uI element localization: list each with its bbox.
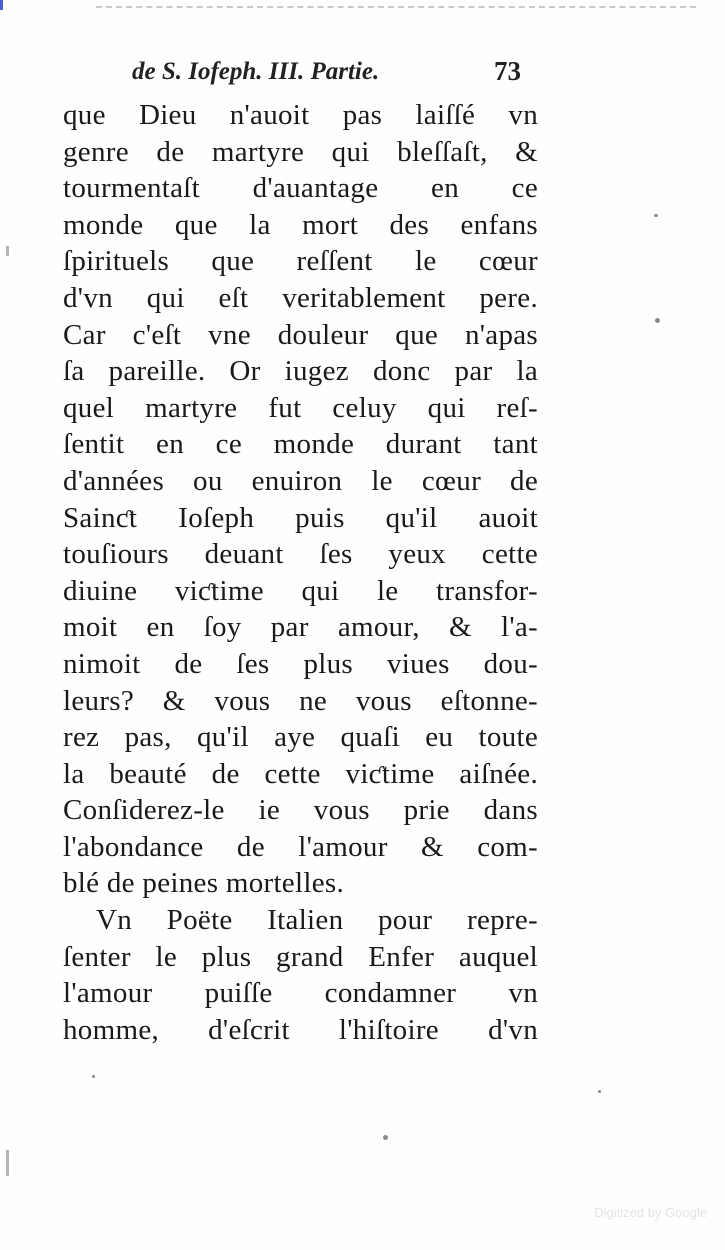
paper-speck [92, 1075, 95, 1078]
top-edge-rule [96, 6, 696, 8]
text-line: ſentit en ce monde durant tant [63, 428, 538, 461]
text-line: tourmentaſt d'auantage en ce [63, 172, 538, 205]
left-edge-mark [6, 246, 9, 256]
paper-speck [383, 1135, 388, 1140]
text-line: l'amour puiſſe condamner vn [63, 977, 538, 1010]
paragraph-1 [63, 97, 538, 902]
body-text [63, 97, 538, 1048]
text-line: homme, d'eſcrit l'hiſtoire d'vn [63, 1013, 538, 1046]
text-line: ſa pareille. Or iugez donc par la [63, 355, 538, 388]
text-line: touſiours deuant ſes yeux cette [63, 538, 538, 571]
text-line: genre de martyre qui bleſſaſt, & [63, 135, 538, 168]
text-line: monde que la mort des enfans [63, 208, 538, 241]
text-line: l'abondance de l'amour & com- [63, 830, 538, 863]
text-line: nimoit de ſes plus viues dou- [63, 647, 538, 680]
text-line: la beauté de cette viƈtime aiſnée. [63, 757, 538, 790]
text-line: blé de peines mortelles. [63, 867, 345, 900]
left-edge-mark [0, 0, 3, 10]
text-line: d'vn qui eſt veritablement pere. [63, 281, 538, 314]
text-line: moit en ſoy par amour, & l'a- [63, 611, 538, 644]
text-line: quel martyre fut celuy qui reſ- [63, 391, 538, 424]
text-line: Car c'eſt vne douleur que n'apas [63, 318, 538, 351]
text-line: ſpirituels que reſſent le cœur [63, 245, 538, 278]
page-number: 73 [494, 56, 521, 86]
paragraph-2 [63, 902, 538, 1048]
text-line: diuine viƈtime qui le transfor- [63, 574, 538, 607]
running-header [132, 58, 572, 94]
left-edge-mark [6, 1150, 9, 1176]
text-line: Conſiderez-le ie vous prie dans [63, 794, 538, 827]
text-line: d'années ou enuiron le cœur de [63, 464, 538, 497]
text-line: leurs? & vous ne vous eſtonne- [63, 684, 538, 717]
running-title: de S. Iofeph. III. Partie. [132, 58, 380, 85]
text-line: rez pas, qu'il aye quaſi eu toute [63, 721, 538, 754]
text-line: Sainƈt Ioſeph puis qu'il auoit [63, 501, 538, 534]
watermark: Digitized by Google [594, 1205, 707, 1220]
text-line: ſenter le plus grand Enfer auquel [63, 940, 538, 973]
text-line: que Dieu n'auoit pas laiſſé vn [63, 99, 538, 131]
paper-speck [654, 214, 658, 217]
text-line: Vn Poëte Italien pour repre- [96, 904, 538, 937]
paper-speck [655, 318, 660, 323]
paper-speck [598, 1090, 601, 1093]
